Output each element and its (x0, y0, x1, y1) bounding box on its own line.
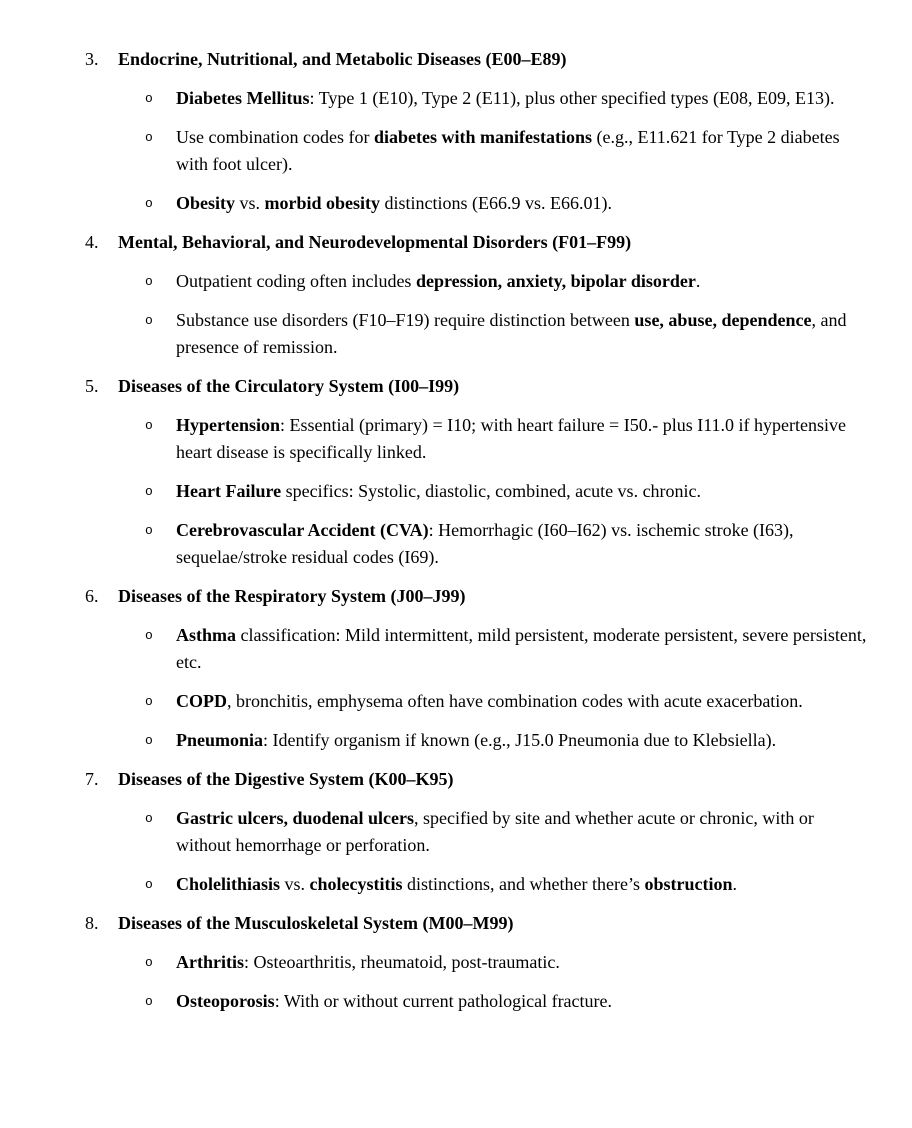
item-heading: Diseases of the Musculoskeletal System (M00–M99) (118, 913, 514, 933)
bullet-text (176, 805, 868, 859)
text-segment: Osteoporosis (176, 991, 275, 1011)
circle-bullet-marker: o (145, 91, 153, 106)
text-segment: Use combination codes for (176, 127, 374, 147)
bullet-text (176, 622, 868, 676)
text-segment: vs. (235, 193, 265, 213)
text-segment: (e.g., E11.621 for Type 2 diabetes with foot ulcer). (176, 127, 840, 174)
bullet-text (176, 412, 868, 466)
text-segment: Heart Failure (176, 481, 282, 501)
sub-bullet-row (0, 805, 912, 859)
list-item (0, 583, 912, 754)
text-segment: : With or without current pathological fracture. (274, 991, 613, 1011)
item-number: 6. (85, 586, 99, 606)
item-heading-row (0, 229, 912, 256)
circle-bullet-marker: o (145, 733, 153, 748)
circle-bullet-marker: o (145, 694, 153, 709)
circle-bullet-marker: o (145, 811, 153, 826)
bullet-text (176, 124, 868, 178)
sub-bullet-row (0, 124, 912, 178)
text-segment: Cerebrovascular Accident (CVA) (176, 520, 429, 540)
circle-bullet-marker: o (145, 418, 153, 433)
item-number: 4. (85, 232, 99, 252)
sub-bullet-row (0, 85, 912, 112)
bullet-text (176, 85, 868, 112)
circle-bullet-marker: o (145, 130, 153, 145)
item-heading-row (0, 46, 912, 73)
text-segment: obstruction (644, 874, 733, 894)
text-segment: classification: Mild intermittent, mild persistent, moderate persistent, severe persistent, etc. (176, 625, 867, 672)
text-segment: use, abuse, dependence (634, 310, 812, 330)
bullet-text (176, 307, 868, 361)
item-number: 8. (85, 913, 99, 933)
list-item (0, 373, 912, 571)
sub-bullet-row (0, 478, 912, 505)
list-item (0, 229, 912, 361)
text-segment: COPD (176, 691, 227, 711)
text-segment: Asthma (176, 625, 237, 645)
sub-bullet-row (0, 517, 912, 571)
text-segment: Gastric ulcers, duodenal ulcers (176, 808, 414, 828)
sub-bullet-row (0, 268, 912, 295)
item-number: 3. (85, 49, 99, 69)
list-item (0, 910, 912, 1015)
text-segment: . (695, 271, 701, 291)
text-segment: , and presence of remission. (176, 310, 847, 357)
item-heading: Diseases of the Respiratory System (J00–J99) (118, 586, 466, 606)
item-heading: Diseases of the Digestive System (K00–K95) (118, 769, 454, 789)
item-heading: Mental, Behavioral, and Neurodevelopmental Disorders (F01–F99) (118, 232, 632, 252)
text-segment: cholecystitis (309, 874, 403, 894)
sub-bullet-row (0, 688, 912, 715)
item-number: 5. (85, 376, 99, 396)
text-segment: : Osteoarthritis, rheumatoid, post-traumatic. (243, 952, 560, 972)
text-segment: , bronchitis, emphysema often have combination codes with acute exacerbation. (227, 691, 803, 711)
circle-bullet-marker: o (145, 196, 153, 211)
circle-bullet-marker: o (145, 955, 153, 970)
text-segment: : Identify organism if known (e.g., J15.0 Pneumonia due to Klebsiella). (263, 730, 777, 750)
text-segment: Pneumonia (176, 730, 264, 750)
text-segment: diabetes with manifestations (373, 127, 592, 147)
bullet-text (176, 988, 868, 1015)
circle-bullet-marker: o (145, 274, 153, 289)
text-segment: Cholelithiasis (176, 874, 281, 894)
text-segment: distinctions, and whether there’s (402, 874, 645, 894)
text-segment: . (732, 874, 737, 894)
text-segment: Substance use disorders (F10–F19) require distinction between (176, 310, 635, 330)
text-segment: vs. (280, 874, 310, 894)
circle-bullet-marker: o (145, 484, 153, 499)
text-segment: Diabetes Mellitus (176, 88, 310, 108)
circle-bullet-marker: o (145, 628, 153, 643)
item-heading-row (0, 910, 912, 937)
item-number: 7. (85, 769, 99, 789)
sub-bullet-row (0, 871, 912, 898)
circle-bullet-marker: o (145, 994, 153, 1009)
text-segment: Arthritis (176, 952, 244, 972)
bullet-text (176, 190, 868, 217)
sub-bullet-row (0, 949, 912, 976)
text-segment: Outpatient coding often includes (176, 271, 416, 291)
bullet-text (176, 688, 868, 715)
sub-bullet-row (0, 622, 912, 676)
list-item (0, 46, 912, 217)
bullet-text (176, 268, 868, 295)
sub-bullet-row (0, 412, 912, 466)
text-segment: Hypertension (176, 415, 281, 435)
text-segment: : Hemorrhagic (I60–I62) vs. ischemic stroke (I63), sequelae/stroke residual codes (I69). (176, 520, 794, 567)
circle-bullet-marker: o (145, 313, 153, 328)
text-segment: distinctions (E66.9 vs. E66.01). (380, 193, 613, 213)
item-heading: Endocrine, Nutritional, and Metabolic Diseases (E00–E89) (118, 49, 567, 69)
bullet-text (176, 871, 868, 898)
text-segment: : Type 1 (E10), Type 2 (E11), plus other specified types (E08, E09, E13). (309, 88, 835, 108)
item-heading-row (0, 766, 912, 793)
numbered-list (0, 46, 912, 1015)
text-segment: : Essential (primary) = I10; with heart failure = I50.- plus I11.0 if hypertensive heart disease is specifically linked. (176, 415, 846, 462)
text-segment: , specified by site and whether acute or chronic, with or without hemorrhage or perforation. (176, 808, 814, 855)
circle-bullet-marker: o (145, 877, 153, 892)
text-segment: depression, anxiety, bipolar disorder (415, 271, 696, 291)
text-segment: specifics: Systolic, diastolic, combined, acute vs. chronic. (281, 481, 702, 501)
text-segment: Obesity (176, 193, 236, 213)
text-segment: morbid obesity (264, 193, 381, 213)
list-item (0, 766, 912, 898)
sub-bullet-row (0, 190, 912, 217)
bullet-text (176, 949, 868, 976)
item-heading: Diseases of the Circulatory System (I00–I99) (118, 376, 460, 396)
item-heading-row (0, 583, 912, 610)
sub-bullet-row (0, 307, 912, 361)
bullet-text (176, 517, 868, 571)
sub-bullet-row (0, 988, 912, 1015)
bullet-text (176, 478, 868, 505)
item-heading-row (0, 373, 912, 400)
sub-bullet-row (0, 727, 912, 754)
bullet-text (176, 727, 868, 754)
circle-bullet-marker: o (145, 523, 153, 538)
